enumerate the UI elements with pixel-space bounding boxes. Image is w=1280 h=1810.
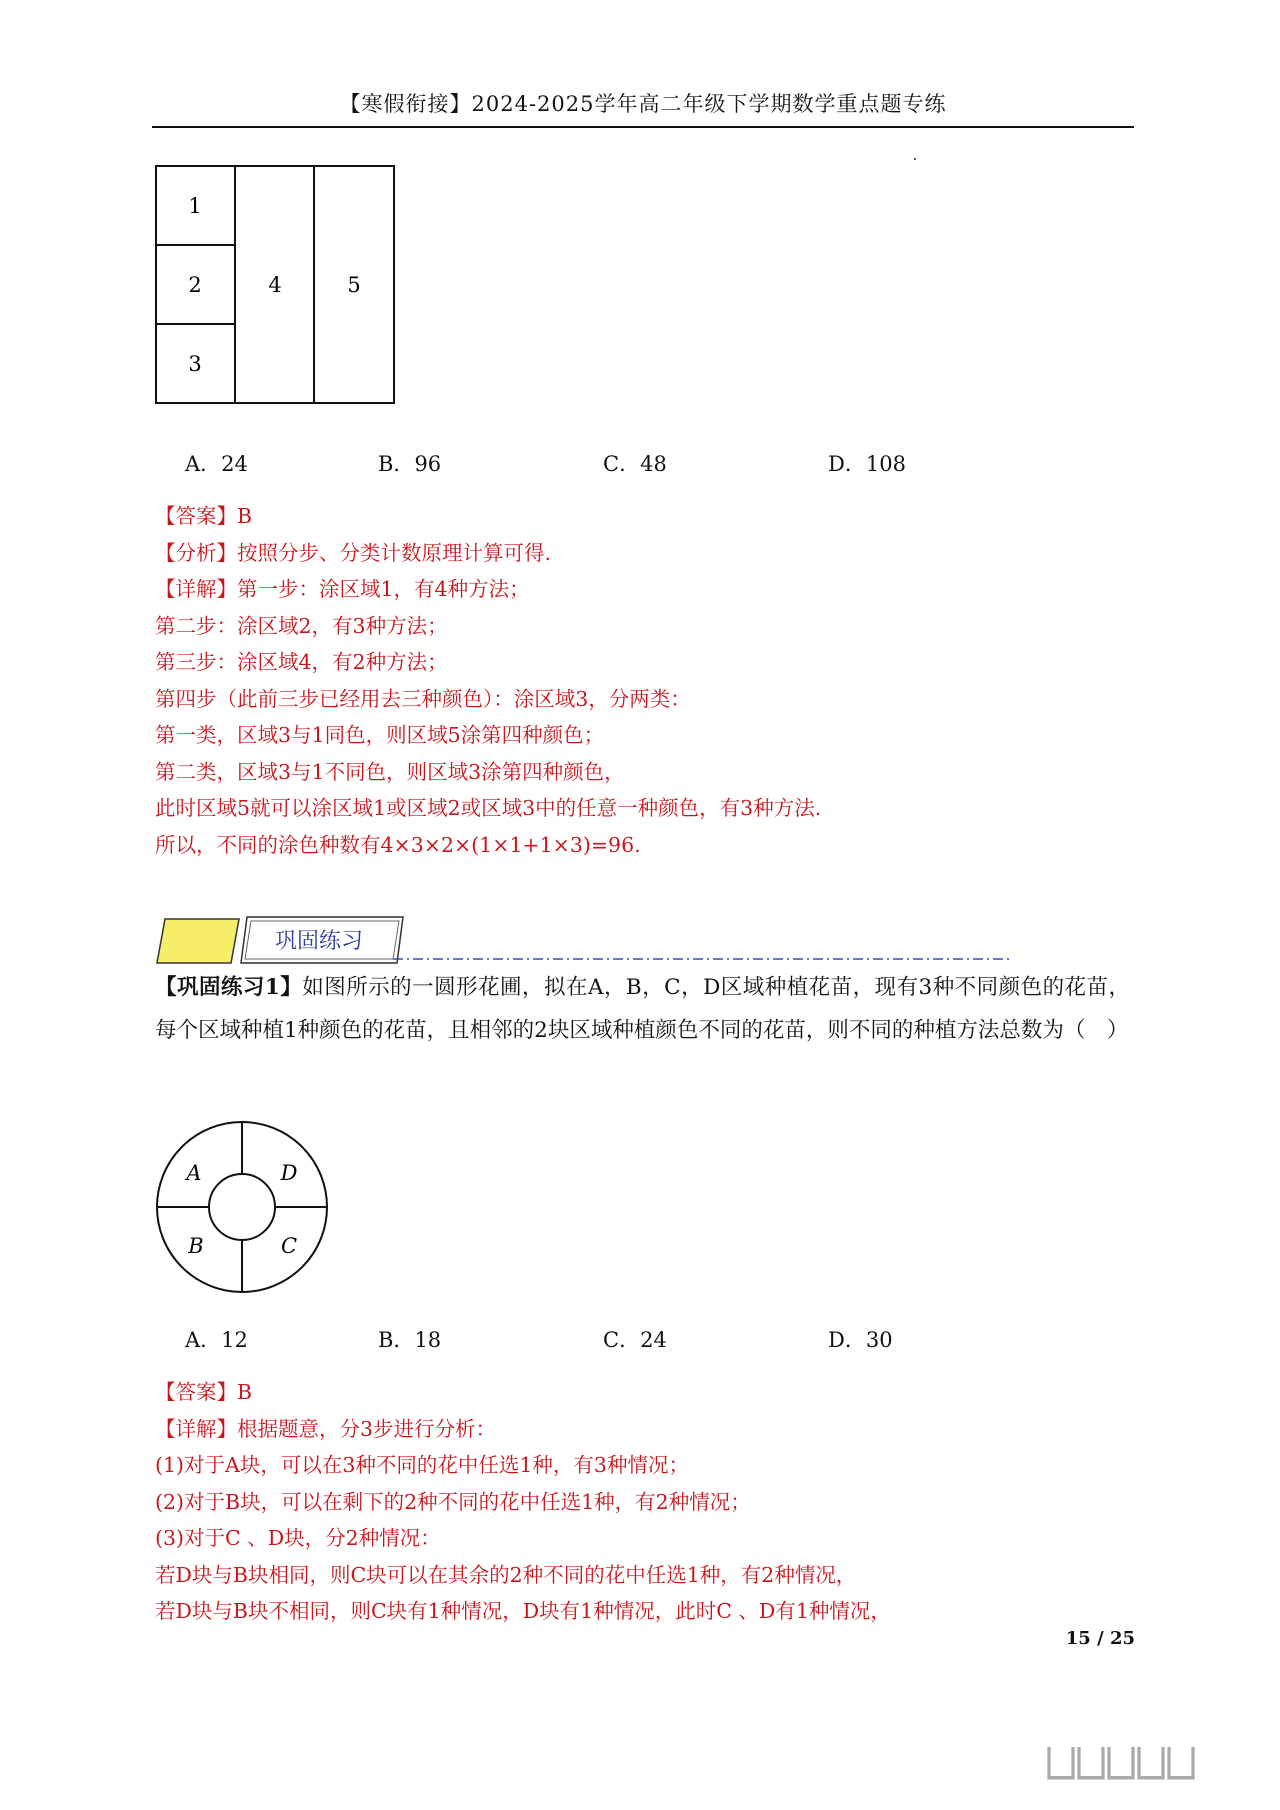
circular-flowerbed-figure: [155, 1120, 330, 1295]
solution-line: 若D块与B块不相同，则C块有1种情况，D块有1种情况，此时C 、D有1种情况，: [155, 1599, 891, 1623]
region-label-a: A: [186, 1161, 202, 1185]
header-rule: [152, 126, 1134, 128]
solution-line: 第四步（此前三步已经用去三种颜色）：涂区域3，分两类：: [155, 686, 691, 711]
option-b: B．18: [378, 1328, 442, 1352]
solution-line: 所以，不同的涂色种数有4×3×2×(1×1+1×3)=96.: [155, 832, 641, 857]
region-label-d: D: [280, 1161, 298, 1185]
cell-label-1: 1: [188, 194, 202, 218]
watermark: ⨆⨆⨆⨆⨆: [1045, 1740, 1195, 1786]
analysis-line: 【分析】按照分步、分类计数原理计算可得.: [155, 540, 552, 565]
region-label-b: B: [188, 1234, 204, 1258]
problem1-solution: [155, 498, 1115, 863]
problem2-solution: [155, 1374, 1115, 1630]
solution-line: 第三步：涂区域4，有2种方法；: [155, 650, 448, 674]
page-number: 15 / 25: [1065, 1628, 1135, 1649]
region-grid-figure: [155, 165, 395, 405]
option-d: D．108: [828, 452, 906, 476]
problem2-label: 【巩固练习1】: [155, 975, 303, 1000]
problem2-stem: [155, 966, 1130, 1052]
answer-line: 【答案】B: [155, 504, 253, 528]
page-header: 【寒假衔接】2024-2025学年高二年级下学期数学重点题专练: [339, 92, 947, 116]
banner-label: 巩固练习: [274, 929, 364, 954]
speck: [914, 158, 916, 160]
cell-label-4: 4: [268, 273, 282, 297]
solution-line: 此时区域5就可以涂区域1或区域2或区域3中的任意一种颜色，有3种方法.: [155, 796, 822, 820]
solution-line: 第二步：涂区域2，有3种方法；: [155, 613, 448, 638]
region-label-c: C: [280, 1234, 298, 1258]
solution-line: (2)对于B块，可以在剩下的2种不同的花中任选1种，有2种情况；: [155, 1489, 751, 1514]
option-c: C．48: [603, 452, 667, 476]
option-a: A．24: [185, 452, 248, 476]
detail-line: 【详解】根据题意，分3步进行分析：: [155, 1416, 497, 1441]
option-a: A．12: [185, 1328, 248, 1352]
solution-line: 第一类，区域3与1同色，则区域5涂第四种颜色；: [155, 723, 605, 747]
solution-line: (1)对于A块，可以在3种不同的花中任选1种，有3种情况；: [155, 1453, 689, 1477]
answer-line: 【答案】B: [155, 1380, 253, 1404]
solution-line: 第二类，区域3与1不同色，则区域3涂第四种颜色，: [155, 759, 625, 784]
option-b: B．96: [378, 452, 442, 476]
cell-label-3: 3: [188, 352, 202, 376]
problem2-text: 如图所示的一圆形花圃，拟在A，B，C，D区域种植花苗，现有3种不同颜色的花苗，每个区域种植1种颜色的花苗，且相邻的2块区域种植颜色不同的花苗，则不同的种植方法总数为（ ）: [155, 975, 1130, 1043]
option-d: D．30: [828, 1328, 893, 1352]
option-c: C．24: [603, 1328, 667, 1352]
section-banner: [155, 915, 1015, 967]
cell-label-2: 2: [188, 273, 202, 297]
solution-line: 若D块与B块相同，则C块可以在其余的2种不同的花中任选1种，有2种情况，: [155, 1562, 857, 1587]
solution-line: (3)对于C 、D块，分2种情况：: [155, 1526, 441, 1550]
cell-label-5: 5: [347, 273, 361, 297]
detail-line: 【详解】第一步：涂区域1，有4种方法；: [155, 577, 530, 601]
